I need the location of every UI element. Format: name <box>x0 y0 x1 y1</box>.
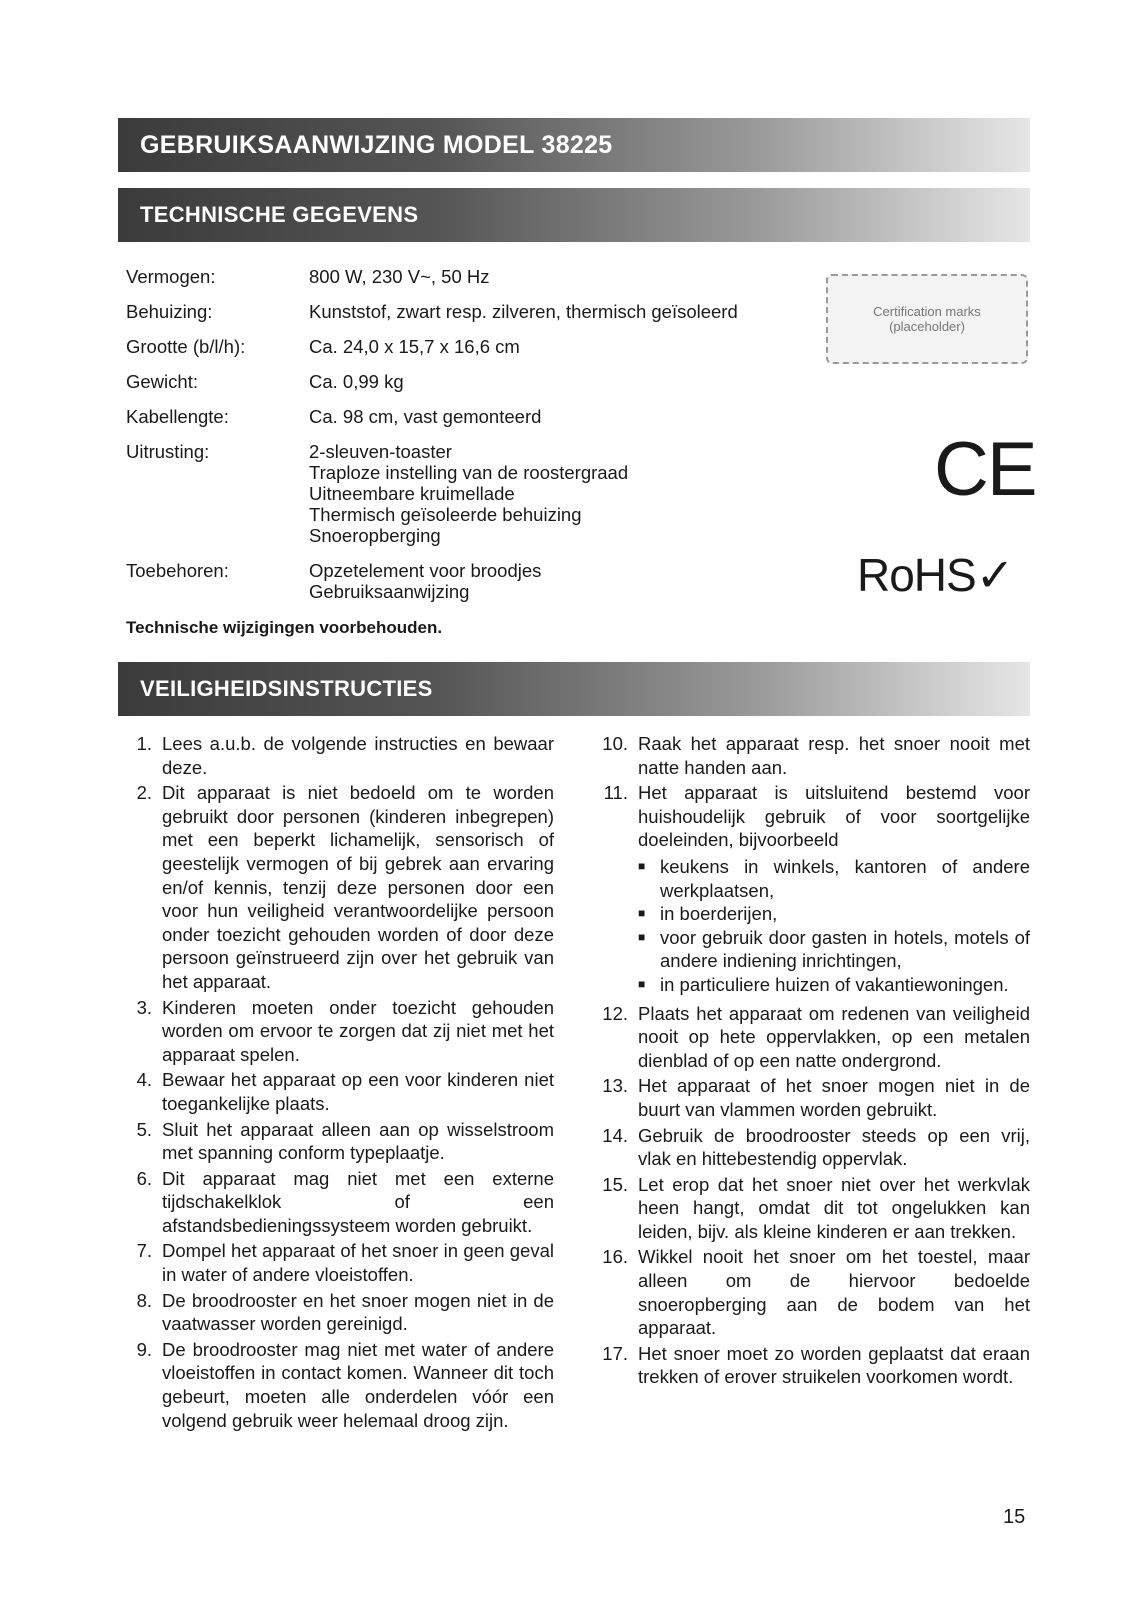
section-heading-safety <box>118 662 1030 716</box>
certification-marks-placeholder <box>826 274 1028 364</box>
instruction-body <box>638 1342 1030 1389</box>
page-title: GEBRUIKSAANWIJZING MODEL 38225 <box>140 130 613 159</box>
instruction-bullet <box>638 973 1030 997</box>
instruction-text: Wikkel nooit het snoer om het toestel, maar alleen om de hiervoor bedoelde snoeropberging aan de bodem van het apparaat. <box>638 1246 1030 1339</box>
spec-row <box>126 266 826 287</box>
instruction-body <box>162 996 554 1067</box>
instruction-number: 15. <box>602 1173 628 1195</box>
instruction-bullet <box>638 926 1030 973</box>
spec-row <box>126 560 826 602</box>
instruction-body <box>162 732 554 779</box>
instruction-number: 1. <box>136 733 152 754</box>
spec-value: 800 W, 230 V~, 50 Hz <box>309 266 490 287</box>
spec-label: Grootte (b/l/h): <box>126 336 246 357</box>
safety-instructions-right-column <box>590 732 1030 1391</box>
instruction-item <box>118 781 554 993</box>
instruction-text: Dit apparaat mag niet met een externe tijdschakelklok of een afstandsbedieningssysteem worden gebruikt. <box>162 1167 554 1236</box>
instruction-number: 9. <box>136 1338 152 1360</box>
page-title-banner <box>118 118 1030 172</box>
square-bullet-icon: ■ <box>638 929 646 944</box>
spec-row <box>126 441 826 546</box>
technical-specs-table <box>126 266 826 616</box>
instruction-number: 16. <box>602 1246 628 1268</box>
instruction-number: 4. <box>136 1069 152 1091</box>
instruction-body <box>638 1074 1030 1121</box>
instruction-text: Het apparaat of het snoer mogen niet in de buurt van vlammen worden gebruikt. <box>638 1075 1030 1120</box>
instruction-bullet-text: in particuliere huizen of vakantiewoningen. <box>660 973 1009 995</box>
instruction-number: 13. <box>602 1075 628 1097</box>
square-bullet-icon: ■ <box>638 858 646 873</box>
instruction-text: Dompel het apparaat of het snoer in geen geval in water of andere vloeistoffen. <box>162 1240 554 1286</box>
instruction-text: Sluit het apparaat alleen aan op wisselstroom met spanning conform typeplaatje. <box>162 1118 554 1164</box>
spec-value: Traploze instelling van de roostergraad <box>309 462 629 483</box>
instruction-item <box>590 1074 1030 1121</box>
instruction-number: 8. <box>136 1289 152 1311</box>
spec-value: Ca. 24,0 x 15,7 x 16,6 cm <box>309 336 520 357</box>
instruction-item <box>590 781 1030 999</box>
section-heading-technical-label: TECHNISCHE GEGEVENS <box>140 202 419 227</box>
instruction-text: De broodrooster en het snoer mogen niet in de vaatwasser worden gereinigd. <box>162 1289 554 1335</box>
instruction-item <box>590 732 1030 779</box>
instruction-text: Dit apparaat is niet bedoeld om te worden gebruikt door personen (kinderen inbegrepen) met een beperkt lichamelijk, sensorisch of geestelijk vermogen of bij gebrek aan ervaring en/of kennis, tenzij deze personen door een voor hun veiligheid verantwoordelijke persoon onder toezicht gehouden worden of door deze persoon geïnstrueerd zijn over het gebruik van het apparaat. <box>162 782 554 992</box>
spec-value: Uitneembare kruimellade <box>309 483 515 504</box>
instruction-bullet-text: in boerderijen, <box>660 903 778 925</box>
instruction-number: 5. <box>136 1118 152 1140</box>
technical-note: Technische wijzigingen voorbehouden. <box>126 618 443 637</box>
instruction-text: Het apparaat is uitsluitend bestemd voor huishoudelijk gebruik of voor soortgelijke doeleinden, bijvoorbeeld <box>638 782 1030 851</box>
square-bullet-icon: ■ <box>638 906 646 921</box>
spec-label: Toebehoren: <box>126 560 229 581</box>
spec-label: Behuizing: <box>126 301 213 322</box>
instruction-body <box>638 781 1030 999</box>
spec-values <box>309 266 826 287</box>
spec-row <box>126 406 826 427</box>
instruction-item <box>118 732 554 779</box>
instruction-text: Raak het apparaat resp. het snoer nooit met natte handen aan. <box>638 733 1030 778</box>
ce-mark: CE <box>934 427 1036 512</box>
instruction-number: 6. <box>136 1167 152 1189</box>
instruction-body <box>162 1167 554 1238</box>
spec-row <box>126 336 826 357</box>
instruction-text: Plaats het apparaat om redenen van veiligheid nooit op hete oppervlakken, op een metalen dienblad of op een natte ondergrond. <box>638 1002 1030 1071</box>
instruction-body <box>162 1239 554 1286</box>
instruction-bullet-text: voor gebruik door gasten in hotels, motels of andere indiening inrichtingen, <box>660 926 1030 972</box>
instruction-body <box>162 1118 554 1165</box>
spec-values <box>309 371 826 392</box>
instruction-body <box>638 1173 1030 1244</box>
spec-value: 2-sleuven-toaster <box>309 441 452 462</box>
instruction-bullet-list <box>638 855 1030 997</box>
instruction-bullet <box>638 902 1030 926</box>
spec-value: Gebruiksaanwijzing <box>309 581 470 602</box>
instruction-item <box>590 1173 1030 1244</box>
instruction-item <box>118 1167 554 1238</box>
instruction-body <box>638 732 1030 779</box>
section-heading-safety-label: VEILIGHEIDSINSTRUCTIES <box>140 676 433 701</box>
spec-values <box>309 301 826 322</box>
square-bullet-icon: ■ <box>638 976 646 991</box>
instruction-text: Kinderen moeten onder toezicht gehouden worden om ervoor te zorgen dat zij niet met het apparaat spelen. <box>162 996 554 1065</box>
certification-placeholder-label: Certification marks (placeholder) <box>873 304 981 334</box>
spec-label: Kabellengte: <box>126 406 229 427</box>
spec-row <box>126 301 826 322</box>
instruction-item <box>590 1342 1030 1389</box>
spec-label: Vermogen: <box>126 266 216 287</box>
instruction-body <box>162 1068 554 1115</box>
spec-values <box>309 560 826 602</box>
spec-values <box>309 406 826 427</box>
spec-value: Snoeropberging <box>309 525 441 546</box>
instruction-bullet-text: keukens in winkels, kantoren of andere werkplaatsen, <box>660 855 1030 901</box>
instruction-number: 10. <box>602 733 628 754</box>
instruction-number: 14. <box>602 1124 628 1146</box>
instruction-text: Lees a.u.b. de volgende instructies en bewaar deze. <box>162 733 554 778</box>
instruction-item <box>590 1245 1030 1339</box>
instruction-text: Het snoer moet zo worden geplaatst dat eraan trekken of erover struikelen voorkomen wordt. <box>638 1342 1030 1388</box>
spec-value: Thermisch geïsoleerde behuizing <box>309 504 582 525</box>
instruction-item <box>118 1338 554 1432</box>
spec-label: Uitrusting: <box>126 441 210 462</box>
instruction-item <box>118 1068 554 1115</box>
instruction-body <box>162 1338 554 1432</box>
instruction-text: Let erop dat het snoer niet over het werkvlak heen hangt, omdat dit tot ongelukken kan leiden, bijv. als kleine kinderen er aan trekken. <box>638 1173 1030 1242</box>
instruction-text: Gebruik de broodrooster steeds op een vrij, vlak en hittebestendig oppervlak. <box>638 1124 1030 1170</box>
instruction-item <box>118 996 554 1067</box>
instruction-item <box>590 1124 1030 1171</box>
spec-row <box>126 371 826 392</box>
spec-value: Kunststof, zwart resp. zilveren, thermisch geïsoleerd <box>309 301 738 322</box>
instruction-item <box>118 1118 554 1165</box>
instruction-number: 17. <box>602 1342 628 1364</box>
safety-instructions-left-column <box>118 732 554 1434</box>
instruction-text: De broodrooster mag niet met water of andere vloeistoffen in contact komen. Wanneer dit toch gebeurt, moeten alle onderdelen vóór een volgend gebruik weer helemaal droog zijn. <box>162 1338 554 1431</box>
instruction-item <box>590 1002 1030 1073</box>
instruction-body <box>162 781 554 993</box>
instruction-item <box>118 1289 554 1336</box>
instruction-body <box>638 1124 1030 1171</box>
spec-values <box>309 441 826 546</box>
spec-values <box>309 336 826 357</box>
instruction-number: 11. <box>603 782 628 804</box>
spec-value: Ca. 0,99 kg <box>309 371 404 392</box>
instruction-body <box>638 1245 1030 1339</box>
instruction-number: 7. <box>136 1240 152 1262</box>
instruction-number: 3. <box>136 996 152 1018</box>
spec-value: Ca. 98 cm, vast gemonteerd <box>309 406 542 427</box>
instruction-number: 2. <box>136 782 152 804</box>
section-heading-technical <box>118 188 1030 242</box>
spec-value: Opzetelement voor broodjes <box>309 560 542 581</box>
instruction-body <box>162 1289 554 1336</box>
rohs-mark: RoHS✓ <box>857 549 1014 601</box>
instruction-bullet <box>638 855 1030 902</box>
instruction-number: 12. <box>602 1002 628 1024</box>
instruction-text: Bewaar het apparaat op een voor kinderen niet toegankelijke plaats. <box>162 1069 554 1114</box>
instruction-item <box>118 1239 554 1286</box>
instruction-body <box>638 1002 1030 1073</box>
page-number: 15 <box>1003 1506 1026 1528</box>
spec-label: Gewicht: <box>126 371 198 392</box>
